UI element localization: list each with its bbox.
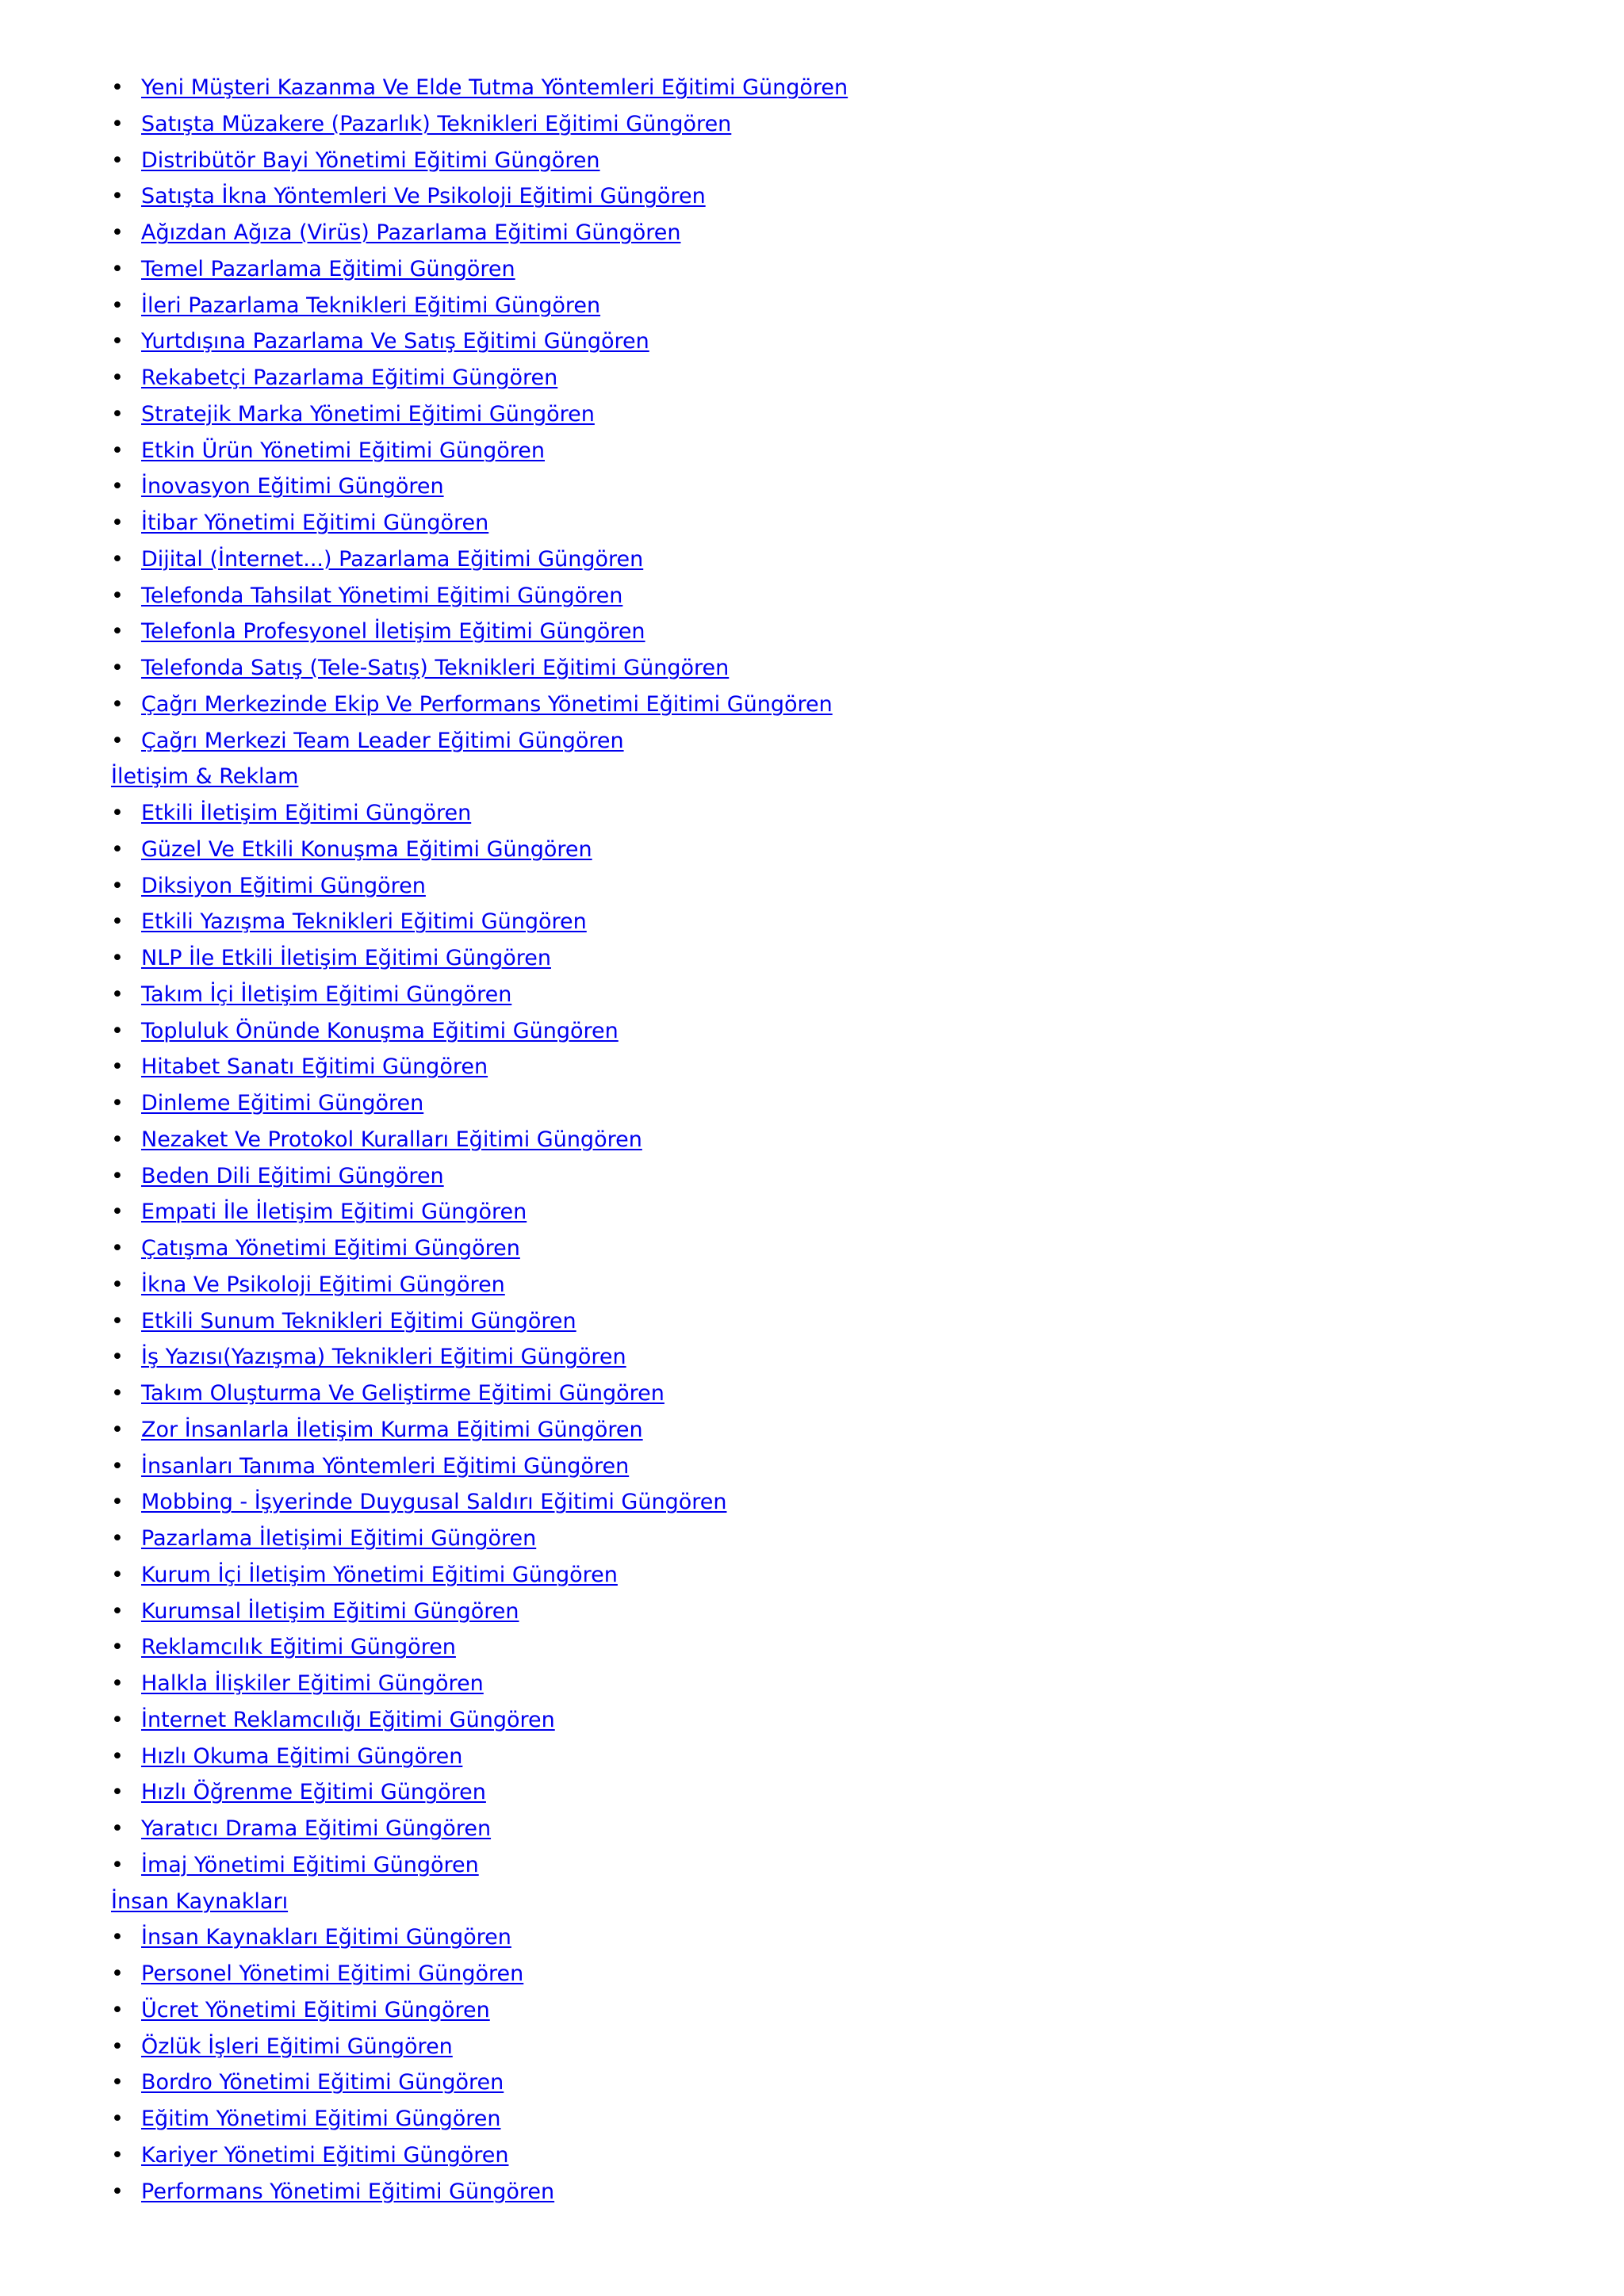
list-item [111,977,1538,1013]
bullet-icon: • [111,946,124,970]
training-link[interactable]: Personel Yönetimi Eğitimi Güngören [141,1961,524,1986]
bullet-icon: • [111,147,124,173]
bullet-icon: • [111,1272,124,1297]
bullet-icon: • [111,511,124,535]
training-link[interactable]: Telefonda Tahsilat Yönetimi Eğitimi Güngören [141,583,623,608]
list-item [111,469,1538,505]
training-link[interactable]: Etkili Sunum Teknikleri Eğitimi Güngören [141,1308,576,1334]
list-item [111,1702,1538,1739]
bullet-icon: • [111,75,124,100]
bullet-icon: • [111,1381,124,1406]
list-item [111,1049,1538,1085]
list-item [111,2137,1538,2174]
bullet-icon: • [111,2179,124,2204]
list-item [111,106,1538,143]
bullet-icon: • [111,2034,124,2059]
bullet-icon: • [111,474,124,499]
list-item [111,868,1538,905]
list-item [111,1594,1538,1630]
list-item [111,1956,1538,1992]
bullet-icon: • [111,728,124,753]
list-item [111,215,1538,251]
list-item [111,1629,1538,1666]
section-heading-link [111,759,1538,795]
list-item [111,2029,1538,2065]
bullet-icon: • [111,1743,124,1769]
list-item [111,1774,1538,1811]
training-link[interactable]: Özlük İşleri Eğitimi Güngören [141,2034,453,2059]
list-item [111,1521,1538,1557]
bullet-icon: • [111,1816,124,1841]
training-link[interactable]: Takım İçi İletişim Eğitimi Güngören [141,982,512,1007]
bullet-icon: • [111,1091,124,1115]
list-item [111,178,1538,215]
bullet-icon: • [111,836,124,862]
list-item [111,723,1538,760]
bullet-icon: • [111,1236,124,1261]
list-item [111,1666,1538,1702]
training-link[interactable]: Güzel Ve Etkili Konuşma Eğitimi Güngören [141,836,592,862]
training-link[interactable]: Ücret Yönetimi Eğitimi Güngören [141,1997,490,2022]
list-item [111,288,1538,324]
list-item [111,904,1538,940]
training-link[interactable]: Pazarlama İletişimi Eğitimi Güngören [141,1526,537,1551]
bullet-icon: • [111,1562,124,1587]
bullet-icon: • [111,1526,124,1551]
bullet-icon: • [111,365,124,390]
list-item [111,1448,1538,1485]
training-link[interactable]: Topluluk Önünde Konuşma Eğitimi Güngören [141,1018,619,1043]
list-item [111,323,1538,360]
training-link[interactable]: İleri Pazarlama Teknikleri Eğitimi Güngören [141,293,601,318]
bullet-icon: • [111,1490,124,1515]
training-link[interactable]: Ağızdan Ağıza (Virüs) Pazarlama Eğitimi Güngören [141,220,681,245]
list-item [111,1303,1538,1340]
training-link[interactable]: Performans Yönetimi Eğitimi Güngören [141,2179,555,2204]
training-link[interactable]: İş Yazısı(Yazışma) Teknikleri Eğitimi Güngören [141,1345,626,1370]
list-item [111,1412,1538,1448]
bullet-icon: • [111,2107,124,2131]
list-item [111,505,1538,541]
list-item [111,143,1538,179]
bullet-icon: • [111,1054,124,1080]
training-link[interactable]: Etkin Ürün Yönetimi Eğitimi Güngören [141,438,545,463]
list-item [111,1194,1538,1230]
list-item [111,832,1538,868]
bullet-icon: • [111,1997,124,2022]
bullet-icon: • [111,656,124,680]
training-link[interactable]: İnovasyon Eğitimi Güngören [141,474,444,499]
training-link[interactable]: Eğitim Yönetimi Eğitimi Güngören [141,2107,501,2131]
bullet-icon: • [111,1308,124,1334]
training-link[interactable]: Nezaket Ve Protokol Kuralları Eğitimi Güngören [141,1127,642,1152]
list-item [111,1557,1538,1594]
list-item [111,1230,1538,1267]
bullet-icon: • [111,2070,124,2095]
training-link[interactable]: Çatışma Yönetimi Eğitimi Güngören [141,1236,520,1261]
list-item [111,1013,1538,1050]
training-link-list [111,70,1538,2210]
training-link[interactable]: Kurumsal İletişim Eğitimi Güngören [141,1598,519,1624]
list-item [111,541,1538,578]
list-item [111,2064,1538,2101]
bullet-icon: • [111,329,124,354]
bullet-icon: • [111,909,124,935]
list-item [111,687,1538,723]
list-item [111,396,1538,433]
training-link[interactable]: Reklamcılık Eğitimi Güngören [141,1635,456,1660]
training-link[interactable]: Stratejik Marka Yönetimi Eğitimi Güngören [141,401,595,427]
bullet-icon: • [111,801,124,825]
training-link[interactable]: Diksiyon Eğitimi Güngören [141,873,426,898]
bullet-icon: • [111,293,124,318]
bullet-icon: • [111,1598,124,1624]
list-item [111,1267,1538,1303]
training-link[interactable]: Kurum İçi İletişim Yönetimi Eğitimi Güngören [141,1562,618,1587]
bullet-icon: • [111,583,124,608]
training-link[interactable]: İmaj Yönetimi Eğitimi Güngören [141,1852,479,1877]
list-item [111,251,1538,288]
list-item [111,1376,1538,1412]
list-item [111,70,1538,106]
category-link[interactable]: İletişim & Reklam [111,764,299,790]
list-item [111,2174,1538,2210]
list-item [111,2101,1538,2137]
training-link[interactable]: Hızlı Öğrenme Eğitimi Güngören [141,1780,486,1805]
list-item [111,433,1538,469]
training-link[interactable]: Takım Oluşturma Ve Geliştirme Eğitimi Güngören [141,1381,665,1406]
training-link[interactable]: Dinleme Eğitimi Güngören [141,1091,424,1115]
training-link[interactable]: Rekabetçi Pazarlama Eğitimi Güngören [141,365,558,390]
training-link[interactable]: İnternet Reklamcılığı Eğitimi Güngören [141,1707,555,1732]
bullet-icon: • [111,1707,124,1732]
training-link[interactable]: Çağrı Merkezi Team Leader Eğitimi Güngören [141,728,624,753]
training-link[interactable]: Yeni Müşteri Kazanma Ve Elde Tutma Yöntemleri Eğitimi Güngören [141,75,848,100]
training-link[interactable]: Satışta İkna Yöntemleri Ve Psikoloji Eğitimi Güngören [141,184,706,209]
list-item [111,1919,1538,1956]
bullet-icon: • [111,1925,124,1950]
bullet-icon: • [111,1453,124,1479]
training-link[interactable]: İtibar Yönetimi Eğitimi Güngören [141,511,489,535]
bullet-icon: • [111,2142,124,2168]
training-link[interactable]: İnsan Kaynakları Eğitimi Güngören [141,1925,511,1950]
bullet-icon: • [111,438,124,463]
list-item [111,1158,1538,1195]
training-link[interactable]: Dijital (İnternet...) Pazarlama Eğitimi Güngören [141,546,644,572]
category-link[interactable]: İnsan Kaynakları [111,1888,289,1914]
bullet-icon: • [111,401,124,427]
list-item [111,650,1538,687]
list-item [111,1484,1538,1521]
bullet-icon: • [111,691,124,717]
bullet-icon: • [111,873,124,898]
training-link[interactable]: Yurtdışına Pazarlama Ve Satış Eğitimi Güngören [141,329,649,354]
list-item [111,360,1538,396]
bullet-icon: • [111,256,124,281]
bullet-icon: • [111,546,124,572]
bullet-icon: • [111,1018,124,1043]
list-item [111,1122,1538,1158]
list-item [111,940,1538,977]
training-link[interactable]: Satışta Müzakere (Pazarlık) Teknikleri Eğitimi Güngören [141,111,732,136]
training-link[interactable]: Empati İle İletişim Eğitimi Güngören [141,1200,527,1225]
training-link[interactable]: Halkla İlişkiler Eğitimi Güngören [141,1671,484,1696]
bullet-icon: • [111,1961,124,1986]
list-item [111,795,1538,832]
training-link[interactable]: Yaratıcı Drama Eğitimi Güngören [141,1816,492,1841]
training-link[interactable]: Zor İnsanlarla İletişim Kurma Eğitimi Güngören [141,1417,643,1442]
training-link[interactable]: Hitabet Sanatı Eğitimi Güngören [141,1054,488,1080]
bullet-icon: • [111,1163,124,1188]
list-item [111,1847,1538,1884]
training-link[interactable]: Telefonla Profesyonel İletişim Eğitimi Güngören [141,619,645,645]
list-item [111,1339,1538,1376]
list-item [111,1739,1538,1775]
bullet-icon: • [111,1780,124,1805]
bullet-icon: • [111,1635,124,1660]
training-link[interactable]: Mobbing - İşyerinde Duygusal Saldırı Eğitimi Güngören [141,1490,727,1515]
training-link[interactable]: Kariyer Yönetimi Eğitimi Güngören [141,2142,509,2168]
bullet-icon: • [111,111,124,136]
training-link[interactable]: İkna Ve Psikoloji Eğitimi Güngören [141,1272,505,1297]
bullet-icon: • [111,1345,124,1370]
bullet-icon: • [111,1671,124,1696]
training-link[interactable]: Çağrı Merkezinde Ekip Ve Performans Yönetimi Eğitimi Güngören [141,691,833,717]
training-link[interactable]: Distribütör Bayi Yönetimi Eğitimi Güngören [141,147,600,173]
training-link[interactable]: Telefonda Satış (Tele-Satış) Teknikleri Eğitimi Güngören [141,656,730,680]
section-heading-link [111,1884,1538,1920]
training-link[interactable]: NLP İle Etkili İletişim Eğitimi Güngören [141,946,551,970]
bullet-icon: • [111,982,124,1007]
bullet-icon: • [111,619,124,645]
list-item [111,1992,1538,2029]
list-item [111,1085,1538,1122]
list-item [111,578,1538,614]
training-link[interactable]: Bordro Yönetimi Eğitimi Güngören [141,2070,504,2095]
bullet-icon: • [111,1852,124,1877]
bullet-icon: • [111,184,124,209]
list-item [111,614,1538,650]
list-item [111,1811,1538,1847]
training-link[interactable]: Etkili Yazışma Teknikleri Eğitimi Güngören [141,909,587,935]
training-link[interactable]: Temel Pazarlama Eğitimi Güngören [141,256,515,281]
training-link[interactable]: Beden Dili Eğitimi Güngören [141,1163,444,1188]
bullet-icon: • [111,1417,124,1442]
bullet-icon: • [111,220,124,245]
bullet-icon: • [111,1127,124,1152]
training-link[interactable]: İnsanları Tanıma Yöntemleri Eğitimi Güngören [141,1453,630,1479]
training-link[interactable]: Hızlı Okuma Eğitimi Güngören [141,1743,463,1769]
training-link[interactable]: Etkili İletişim Eğitimi Güngören [141,801,472,825]
bullet-icon: • [111,1200,124,1225]
